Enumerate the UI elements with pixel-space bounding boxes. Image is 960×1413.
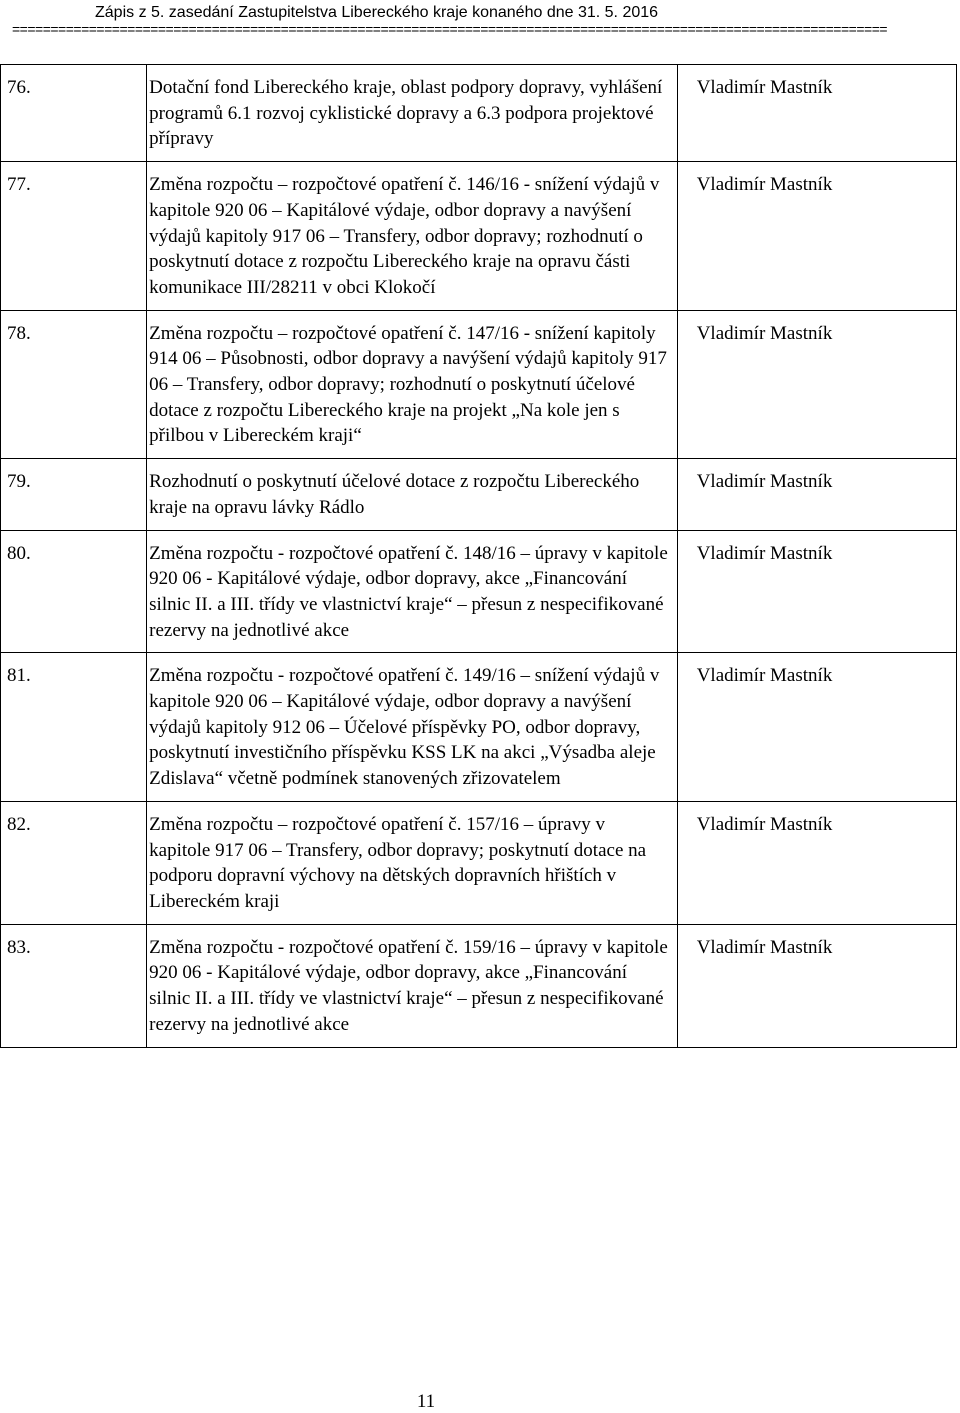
table-row: [1, 653, 957, 802]
agenda-item-presenter: Vladimír Mastník: [677, 65, 956, 162]
agenda-item-presenter: Vladimír Mastník: [677, 459, 956, 530]
agenda-item-number: 81.: [1, 653, 147, 802]
table-row: [1, 162, 957, 311]
agenda-item-number: 80.: [1, 530, 147, 653]
agenda-item-title: Změna rozpočtu - rozpočtové opatření č. 159/16 – úpravy v kapitole 920 06 - Kapitálové výdaje, odbor dopravy, akce „Financování silnic II. a III. třídy ve vlastnictví kraje“ – přesun z nespecifikované rezervy na jednotlivé akce: [147, 924, 678, 1047]
agenda-item-number: 82.: [1, 801, 147, 924]
document-header-title: Zápis z 5. zasedání Zastupitelstva Libereckého kraje konaného dne 31. 5. 2016: [95, 4, 659, 21]
page-number: 11: [416, 1391, 436, 1412]
header-separator: ==================================================================================================================: [12, 21, 888, 37]
table-row: [1, 801, 957, 924]
agenda-item-title: Dotační fond Libereckého kraje, oblast podpory dopravy, vyhlášení programů 6.1 rozvoj cyklistické dopravy a 6.3 podpora projektové přípravy: [147, 65, 678, 162]
agenda-table: [0, 64, 957, 1048]
agenda-item-title: Změna rozpočtu - rozpočtové opatření č. 148/16 – úpravy v kapitole 920 06 - Kapitálové výdaje, odbor dopravy, akce „Financování silnic II. a III. třídy ve vlastnictví kraje“ – přesun z nespecifikované rezervy na jednotlivé akce: [147, 530, 678, 653]
table-row: [1, 459, 957, 530]
agenda-item-presenter: Vladimír Mastník: [677, 162, 956, 311]
table-row: [1, 530, 957, 653]
agenda-item-title: Změna rozpočtu - rozpočtové opatření č. 149/16 – snížení výdajů v kapitole 920 06 – Kapitálové výdaje, odbor dopravy a navýšení výdajů kapitoly 912 06 – Účelové příspěvky PO, odbor dopravy, poskytnutí investičního příspěvku KSS LK na akci „Výsadba aleje Zdislava“ včetně podmínek stanovených zřizovatelem: [147, 653, 678, 802]
agenda-item-number: 77.: [1, 162, 147, 311]
agenda-item-presenter: Vladimír Mastník: [677, 530, 956, 653]
agenda-item-presenter: Vladimír Mastník: [677, 801, 956, 924]
table-row: [1, 310, 957, 459]
table-row: [1, 924, 957, 1047]
agenda-item-title: Rozhodnutí o poskytnutí účelové dotace z rozpočtu Libereckého kraje na opravu lávky Rádlo: [147, 459, 678, 530]
agenda-item-number: 79.: [1, 459, 147, 530]
agenda-item-title: Změna rozpočtu – rozpočtové opatření č. 147/16 - snížení kapitoly 914 06 – Působnosti, odbor dopravy a navýšení výdajů kapitoly 917 06 – Transfery, odbor dopravy; rozhodnutí o poskytnutí účelové dotace z rozpočtu Libereckého kraje na projekt „Na kole jen s přilbou v Libereckém kraji“: [147, 310, 678, 459]
agenda-item-presenter: Vladimír Mastník: [677, 310, 956, 459]
agenda-item-title: Změna rozpočtu – rozpočtové opatření č. 146/16 - snížení výdajů v kapitole 920 06 – Kapitálové výdaje, odbor dopravy a navýšení výdajů kapitoly 917 06 – Transfery, odbor dopravy; rozhodnutí o poskytnutí dotace z rozpočtu Libereckého kraje na opravu části komunikace III/28211 v obci Klokočí: [147, 162, 678, 311]
agenda-item-number: 76.: [1, 65, 147, 162]
agenda-item-title: Změna rozpočtu – rozpočtové opatření č. 157/16 – úpravy v kapitole 917 06 – Transfery, odbor dopravy; poskytnutí dotace na podporu dopravní výchovy na dětských dopravních hřištích v Libereckém kraji: [147, 801, 678, 924]
agenda-item-presenter: Vladimír Mastník: [677, 653, 956, 802]
agenda-item-number: 78.: [1, 310, 147, 459]
agenda-item-number: 83.: [1, 924, 147, 1047]
agenda-item-presenter: Vladimír Mastník: [677, 924, 956, 1047]
table-row: [1, 65, 957, 162]
